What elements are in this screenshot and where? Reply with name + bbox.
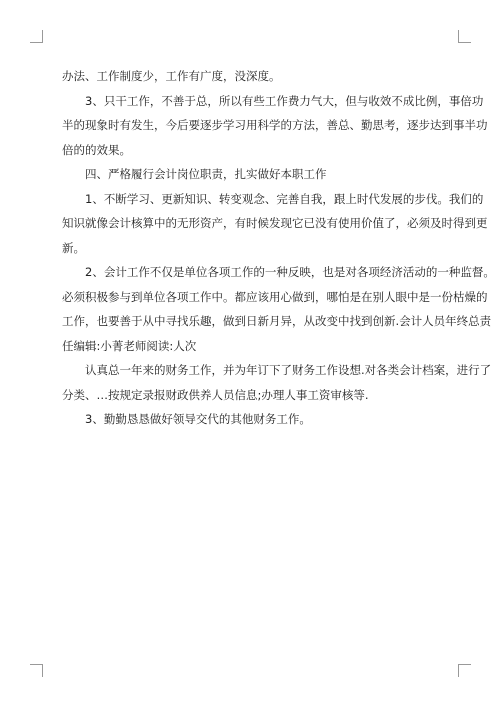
document-body (62, 64, 495, 432)
text-line: 1、不断学习、更新知识、转变观念、完善自我，跟上时代发展的步伐。我们的 (85, 191, 484, 206)
text-line: 新。 (62, 240, 85, 255)
paragraph-1 (62, 64, 440, 89)
paragraph-6 (62, 358, 492, 407)
crop-mark-bottom-right (458, 664, 471, 677)
crop-mark-top-right (458, 30, 471, 43)
text-line: 3、只干工作，不善于总，所以有些工作费力气大，但与收效不成比例，事倍功 (85, 93, 484, 108)
paragraph-2 (62, 89, 488, 163)
text-line: 必须积极参与到单位各项工作中。都应该用心做到，哪怕是在别人眼中是一份枯燥的 (62, 289, 488, 304)
crop-mark-top-left (30, 30, 43, 43)
paragraph-5 (62, 260, 495, 358)
text-line: 2、会计工作不仅是单位各项工作的一种反映，也是对各项经济活动的一种监督。 (85, 265, 495, 279)
text-line: 认真总一年来的财务工作，并为年订下了财务工作设想.对各类会计档案，进行了 (85, 363, 492, 377)
text-line: 办法、工作制度少，工作有广度，没深度。 (62, 69, 281, 83)
text-line: 半的现象时有发生，今后要逐步学习用科学的方法，善总、勤思考，逐步达到事半功 (62, 118, 488, 132)
text-line: 分类、…按规定录报财政供养人员信息;办理人事工资审核等. (62, 387, 369, 402)
text-line: 任编辑:小菁老师阅读:人次 (62, 338, 197, 353)
paragraph-7 (62, 407, 440, 432)
section-heading (62, 162, 440, 187)
text-line: 知识就像会计核算中的无形资产，有时候发现它已没有使用价值了，必须及时得到更 (62, 216, 488, 230)
text-line: 四、严格履行会计岗位职责，扎实做好本职工作 (85, 167, 327, 181)
crop-mark-bottom-left (30, 664, 43, 677)
text-line: 3、勤勤恳恳做好领导交代的其他财务工作。 (85, 412, 311, 426)
text-line: 工作，也要善于从中寻找乐趣，做到日新月异，从改变中找到创新.会计人员年终总责 (62, 314, 492, 328)
text-line: 倍的的效果。 (62, 142, 131, 157)
paragraph-4 (62, 187, 488, 261)
